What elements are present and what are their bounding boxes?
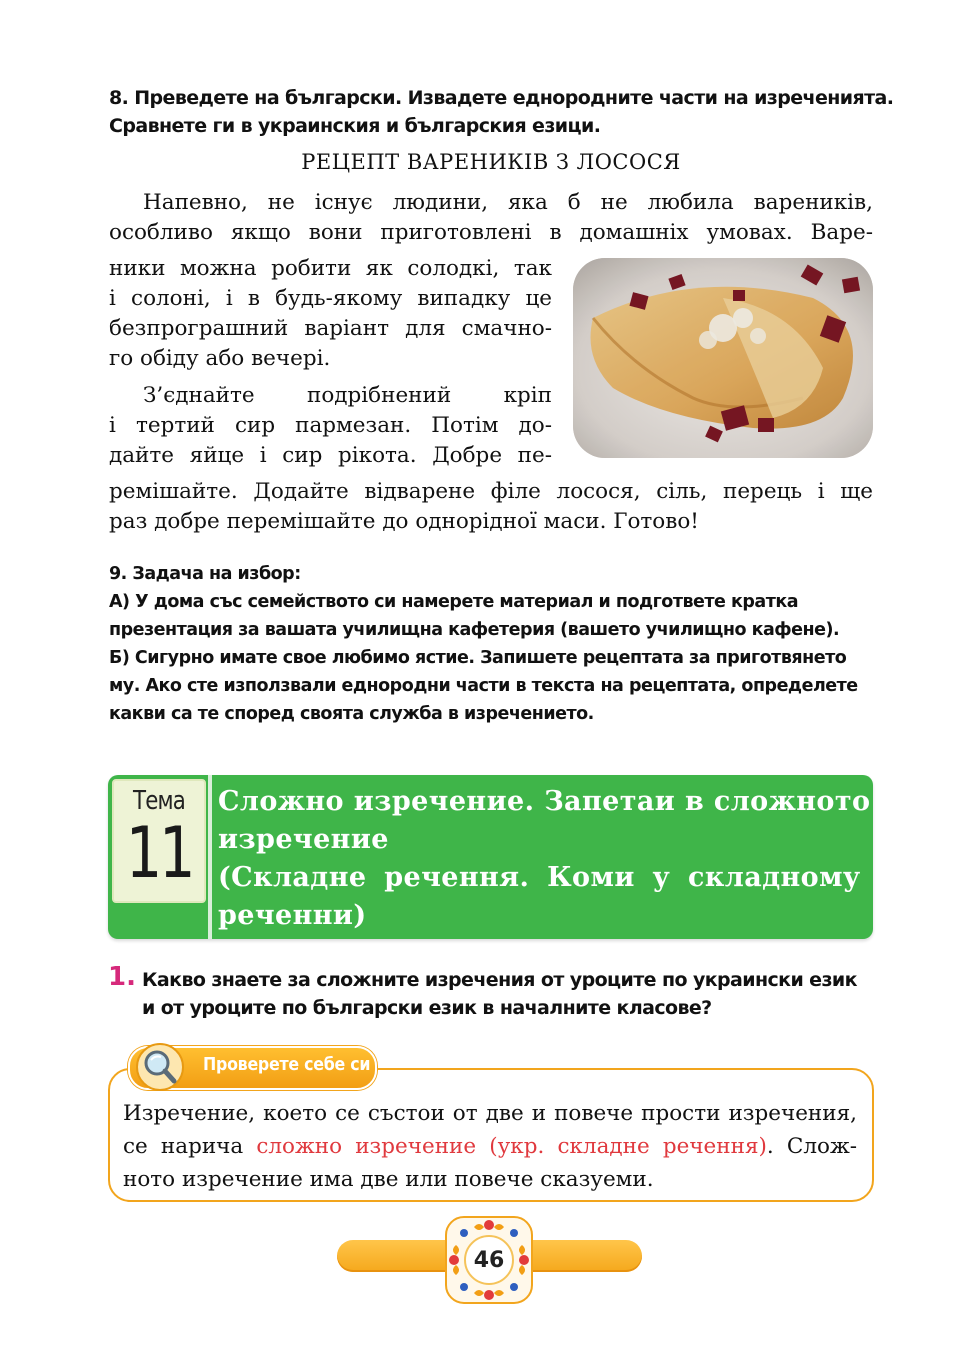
exercise-9-line: Б) Сигурно имате свое любимо ястие. Запишете рецептата за приготвянето — [109, 648, 847, 668]
topic-title-line: (Складне речення. Коми у складному — [218, 862, 861, 893]
topic-number: 11 — [125, 812, 193, 894]
question-1-text — [142, 966, 877, 1022]
definition-line — [123, 1130, 857, 1163]
topic-title-line: Сложно изречение. Запетаи в сложното — [218, 786, 871, 817]
recipe-paragraph-wrap-1 — [109, 254, 552, 374]
check-yourself-label: Проверете себе си — [203, 1054, 371, 1075]
recipe-line: Напевно, не існує людини, яка б не любила вареників, — [143, 190, 873, 215]
exercise-9 — [109, 560, 877, 728]
topic-banner — [108, 775, 873, 939]
topic-label: Тема — [132, 786, 186, 816]
exercise-9-line: А) У дома със семейството си намерете материал и подгответе кратка — [109, 592, 799, 612]
recipe-line: ники можна робити як солодкі, так — [109, 256, 552, 281]
exercise-9-heading: 9. Задача на избор: — [109, 564, 301, 584]
recipe-line: і солоні, і в будь-якому випадку це — [109, 286, 552, 311]
exercise-8-line-2: Сравнете ги в украинския и българския езици. — [109, 115, 601, 137]
exercise-9-line: какви са те според своята служба в изречението. — [109, 704, 594, 724]
topic-title-line: изречение — [218, 824, 389, 855]
recipe-line: особливо якщо вони приготовлені в домашніх умовах. Варе- — [109, 220, 873, 245]
topic-number-box — [112, 779, 206, 903]
question-1-line: Какво знаете за сложните изречения от уроците по украински език — [142, 969, 857, 991]
topic-divider — [208, 775, 212, 939]
highlighted-term: сложно изречение (укр. складне речення) — [256, 1134, 767, 1159]
exercise-9-line: презентация за вашата училищна кафетерия (вашето училищно кафене). — [109, 620, 840, 640]
recipe-line: раз добре перемішайте до однорідної маси. Готово! — [109, 509, 699, 534]
recipe-line: безпрограшний варіант для смачно- — [109, 316, 552, 341]
question-1-number: 1. — [108, 962, 136, 992]
exercise-8-line-1: 8. Преведете на български. Извадете еднородните части на изреченията. — [109, 87, 894, 109]
recipe-line: го обіду або вечері. — [109, 346, 331, 371]
definition-line: ното изречение има две или повече сказуеми. — [123, 1167, 654, 1192]
recipe-paragraph-wrap-2 — [109, 381, 552, 471]
exercise-9-line: му. Ако сте използвали еднородни части в текста на рецептата, определете — [109, 676, 858, 696]
page-number: 46 — [473, 1248, 505, 1273]
dumplings-photo — [573, 258, 873, 458]
definition-line: Изречение, което се състои от две и повече прости изречения, — [123, 1101, 857, 1126]
recipe-line: і тертий сир пармезан. Потім до- — [109, 413, 552, 438]
recipe-title: РЕЦЕПТ ВАРЕНИКІВ З ЛОСОСЯ — [301, 150, 681, 174]
magnifier-icon — [135, 1042, 185, 1092]
definition-text: . Слож- — [766, 1134, 857, 1159]
recipe-paragraph-bottom — [109, 477, 873, 537]
recipe-line: З’єднайте подрібнений кріп — [143, 383, 552, 408]
recipe-paragraph-top — [109, 188, 873, 248]
check-yourself-text — [123, 1097, 857, 1196]
topic-title — [218, 783, 871, 935]
definition-text: се нарича — [123, 1134, 257, 1159]
question-1-line: и от уроците по български език в началните класове? — [142, 997, 712, 1019]
exercise-8-instruction — [109, 84, 894, 140]
recipe-line: дайте яйце і сир рікота. Добре пе- — [109, 443, 552, 468]
topic-title-line: реченни) — [218, 900, 367, 931]
recipe-line: ремішайте. Додайте відварене філе лосося, сіль, перець і ще — [109, 479, 873, 504]
